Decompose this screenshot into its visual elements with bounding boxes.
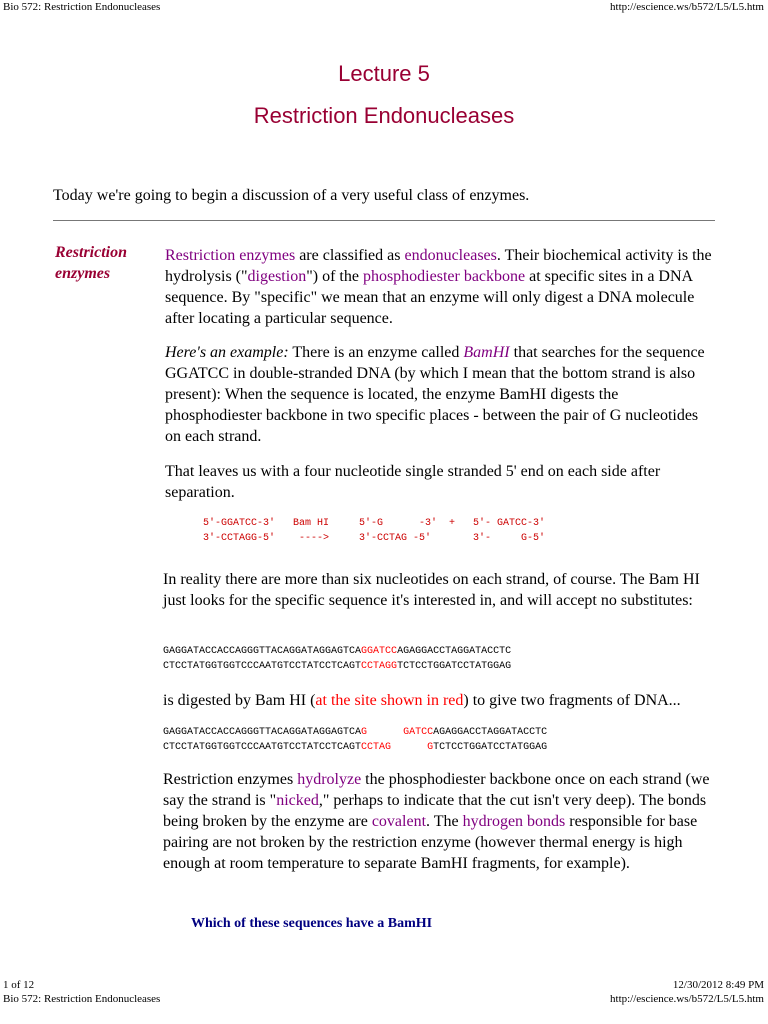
sequence-cut-bottom: CTCCTATGGTGGTCCCAATGTCCTATCCTCAGTCCTAG GTCTCCTGGATCCTATGGAG — [163, 742, 548, 753]
lecture-number: Lecture 5 — [338, 61, 430, 86]
paragraph-definition: Restriction enzymes are classified as endonucleases. Their biochemical activity is the hydrolysis ("digestion") of the phosphodiester backbone at specific sites in a DNA sequence. By "specific" we mean that an enzyme will only digest a DNA molecule after locating a particular sequence. — [165, 247, 712, 327]
bamhi-site-bottom: CCTAGG — [361, 661, 398, 672]
bamhi-site-top: GGATCC — [361, 646, 398, 657]
diagram-line-bottom: 3'-CCTAGG-5' ----> 3'-CCTAG -5' 3'- G-5' — [203, 533, 546, 544]
footer-title: Bio 572: Restriction Endonucleases — [3, 993, 161, 1005]
question-heading: Which of these sequences have a BamHI — [191, 916, 433, 931]
sequence-full-top: GAGGATACCACCAGGGTTACAGGATAGGAGTCAGGATCCAGAGGACCTAGGATACCTC — [163, 646, 512, 657]
paragraph-hydrolyze: Restriction enzymes hydrolyze the phosphodiester backbone once on each strand (we say the strand is "nicked," perhaps to indicate that the cut isn't very deep). The bonds being broken by the enzyme are covalent. The hydrogen bonds responsible for base pairing are not broken by the restriction enzyme (however thermal energy is high enough at room temperature to separate BamHI fragments, for example). — [163, 771, 710, 872]
link-bamhi[interactable]: BamHI — [463, 344, 510, 361]
sequence-full-bottom: CTCCTATGGTGGTCCCAATGTCCTATCCTCAGTCCTAGGTCTCCTGGATCCTATGGAG — [163, 661, 512, 672]
footer-datetime: 12/30/2012 8:49 PM — [672, 979, 764, 991]
link-hydrogen-bonds[interactable]: hydrogen bonds — [462, 813, 566, 830]
paragraph-digested: is digested by Bam HI (at the site shown in red) to give two fragments of DNA... — [163, 692, 681, 709]
footer-page: 1 of 12 — [3, 979, 35, 991]
diagram-line-top: 5'-GGATCC-3' Bam HI 5'-G -3' + 5'- GATCC-3' — [203, 518, 546, 529]
print-header — [0, 0, 768, 14]
link-hydrolyze[interactable]: hydrolyze — [297, 771, 362, 788]
link-endonucleases[interactable]: endonucleases — [404, 247, 497, 264]
link-restriction-enzymes[interactable]: Restriction enzymes — [165, 247, 296, 264]
sequence-cut-top: GAGGATACCACCAGGGTTACAGGATAGGAGTCAG GATCCAGAGGACCTAGGATACCTC — [163, 727, 548, 738]
link-digestion[interactable]: digestion — [247, 268, 307, 285]
paragraph-reality: In reality there are more than six nucleotides on each strand, of course. The Bam HI just looks for the specific sequence it's interested in, and will accept no substitutes: — [163, 571, 700, 609]
sidebar-label: Restriction enzymes — [55, 244, 128, 282]
intro-text: Today we're going to begin a discussion of a very useful class of enzymes. — [53, 187, 530, 204]
example-lead: Here's an example: — [165, 344, 289, 361]
horizontal-rule — [53, 220, 715, 221]
footer-url: http://escience.ws/b572/L5/L5.htm — [610, 993, 764, 1005]
link-covalent[interactable]: covalent — [371, 813, 427, 830]
paragraph-overhang: That leaves us with a four nucleotide single stranded 5' end on each side after separation. — [165, 463, 661, 501]
link-phosphodiester-backbone[interactable]: phosphodiester backbone — [362, 268, 526, 285]
lecture-title: Restriction Endonucleases — [253, 103, 515, 128]
header-url: http://escience.ws/b572/L5/L5.htm — [610, 1, 764, 13]
header-title: Bio 572: Restriction Endonucleases — [3, 1, 161, 13]
link-nicked[interactable]: nicked — [276, 792, 319, 809]
paragraph-example: Here's an example: There is an enzyme called BamHI that searches for the sequence GGATCC in double-stranded DNA (by which I mean that the bottom strand is also present): When the sequence is located, the enzyme BamHI digests the phosphodiester backbone in two specific places - between the pair of G nucleotides on each strand. — [165, 344, 705, 445]
red-site-note: at the site shown in red — [315, 692, 464, 709]
